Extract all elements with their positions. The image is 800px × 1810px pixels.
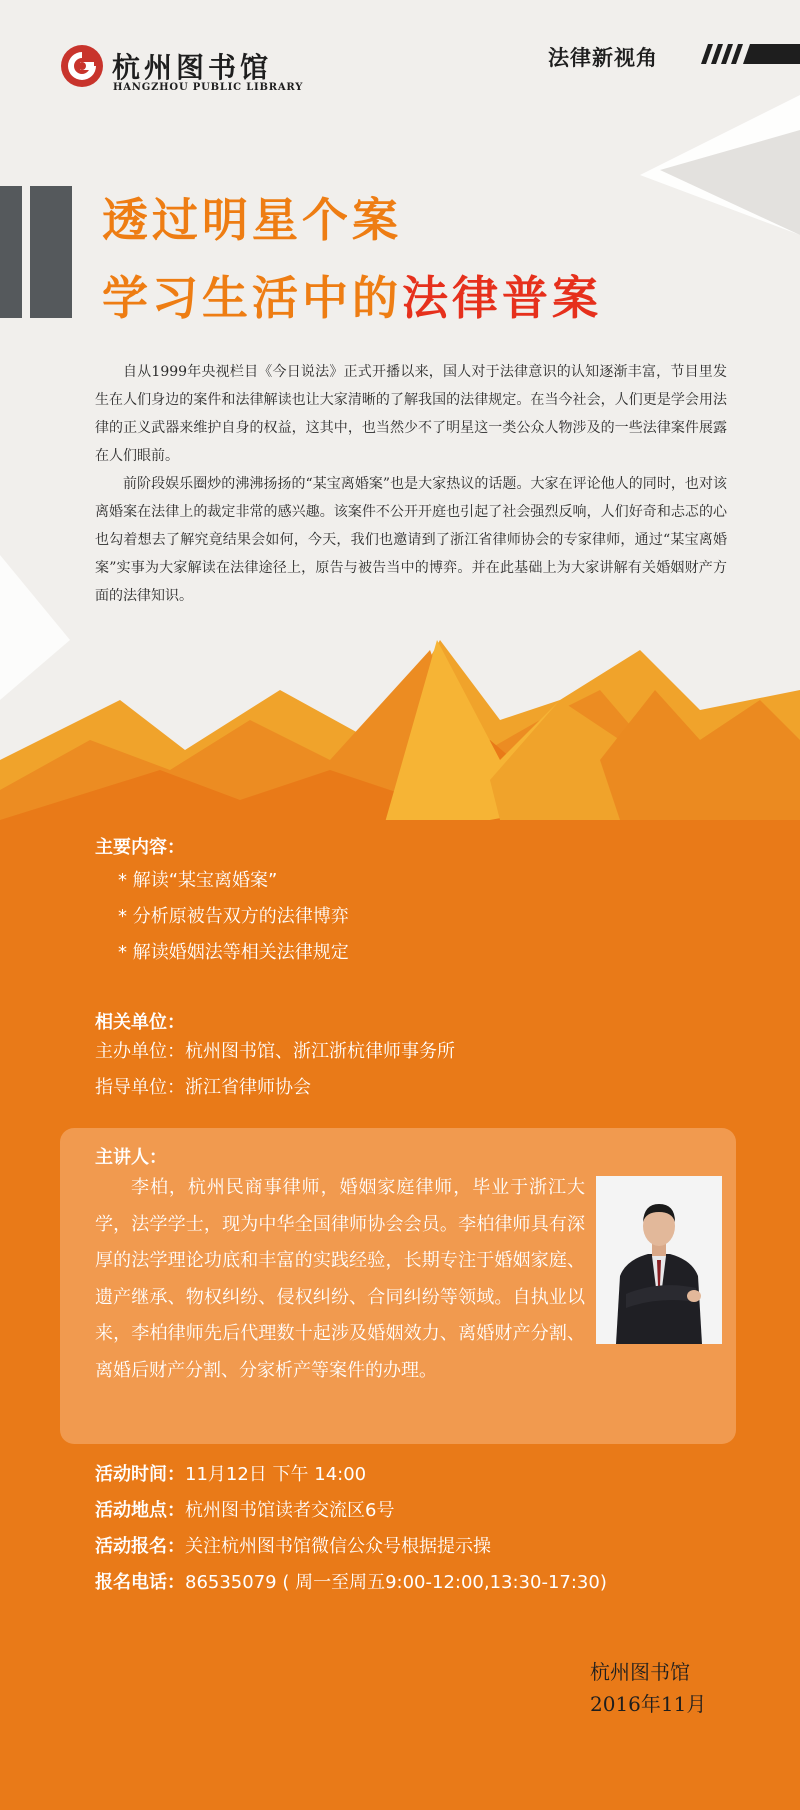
event-phone-label: 报名电话： (95, 1572, 185, 1593)
intro-paragraph: 自从1999年央视栏目《今日说法》正式开播以来，国人对于法律意识的认知逐渐丰富，节目里发生在人们身边的案件和法律解读也让大家清晰的了解我国的法律规定。在当今社会，人们更是学会用法律的正义武器来维护自身的权益，这其中，也当然少不了明星这一类公众人物涉及的一些法律案件展露在人们眼前。 (95, 364, 727, 464)
speaker-heading: 主讲人： (95, 1147, 167, 1168)
slash-stripes-icon (700, 42, 800, 66)
headline-line2-prefix: 学习生活中的 (102, 271, 402, 325)
library-name-en: HANGZHOU PUBLIC LIBRARY (113, 82, 304, 93)
speaker-photo (596, 1176, 722, 1344)
event-place-label: 活动地点： (95, 1500, 185, 1521)
event-time-row (95, 1457, 607, 1493)
event-info (95, 1457, 607, 1601)
list-item: * 解读婚姻法等相关法律规定 (118, 942, 349, 963)
column-title: 法律新视角 (548, 46, 658, 70)
event-time-value: 11月12日 下午 14:00 (185, 1464, 367, 1485)
organizers-heading: 相关单位： (95, 1012, 185, 1033)
event-signup-value: 关注杭州图书馆微信公众号根据提示操 (185, 1536, 491, 1557)
signature-org: 杭州图书馆 (590, 1660, 690, 1684)
event-place-row (95, 1493, 607, 1529)
main-content-list (118, 863, 349, 971)
speaker-bio (95, 1170, 585, 1389)
event-signup-row (95, 1529, 607, 1565)
main-content-heading: 主要内容： (95, 837, 185, 858)
signature-date: 2016年11月 (590, 1692, 707, 1716)
speaker-bio-text: 李柏，杭州民商事律师，婚姻家庭律师，毕业于浙江大学，法学学士，现为中华全国律师协会会员。李柏律师具有深厚的法学理论功底和丰富的实践经验，长期专注于婚姻家庭、遗产继承、物权纠纷、侵权纠纷、合同纠纷等领域。自执业以来，李柏律师先后代理数十起涉及婚姻效力、离婚财产分割、离婚后财产分割、分家析产等案件的办理。 (95, 1177, 585, 1381)
organizers-list (95, 1034, 455, 1106)
event-signup-label: 活动报名： (95, 1536, 185, 1557)
list-item: * 分析原被告双方的法律博弈 (118, 906, 349, 927)
library-seal-icon (60, 44, 104, 88)
signature (590, 1656, 706, 1720)
intro-text (95, 358, 727, 610)
title-accent-bars (0, 186, 72, 318)
host-unit: 主办单位：杭州图书馆、浙江浙杭律师事务所 (95, 1041, 455, 1062)
list-item: * 解读“某宝离婚案” (118, 870, 278, 891)
library-name-cn: 杭州图书馆 (112, 51, 273, 84)
headline-line2 (102, 262, 602, 328)
event-phone-value: 86535079 ( 周一至周五9:00-12:00,13:30-17:30) (185, 1572, 607, 1593)
headline-line1: 透过明星个案 (102, 193, 402, 247)
intro-paragraph: 前阶段娱乐圈炒的沸沸扬扬的“某宝离婚案”也是大家热议的话题。大家在评论他人的同时，也对该离婚案在法律上的裁定非常的感兴趣。该案件不公开开庭也引起了社会强烈反响，人们好奇和忐忑的心也勾着想去了解究竟结果会如何，今天，我们也邀请到了浙江省律师协会的专家律师，通过“某宝离婚案”实事为大家解读在法律途径上，原告与被告当中的博弈。并在此基础上为大家讲解有关婚姻财产方面的法律知识。 (95, 476, 727, 604)
event-time-label: 活动时间： (95, 1464, 185, 1485)
guide-unit: 指导单位：浙江省律师协会 (95, 1077, 311, 1098)
event-phone-row (95, 1565, 607, 1601)
headline-line2-highlight: 法律普案 (402, 271, 602, 325)
event-place-value: 杭州图书馆读者交流区6号 (185, 1500, 395, 1521)
